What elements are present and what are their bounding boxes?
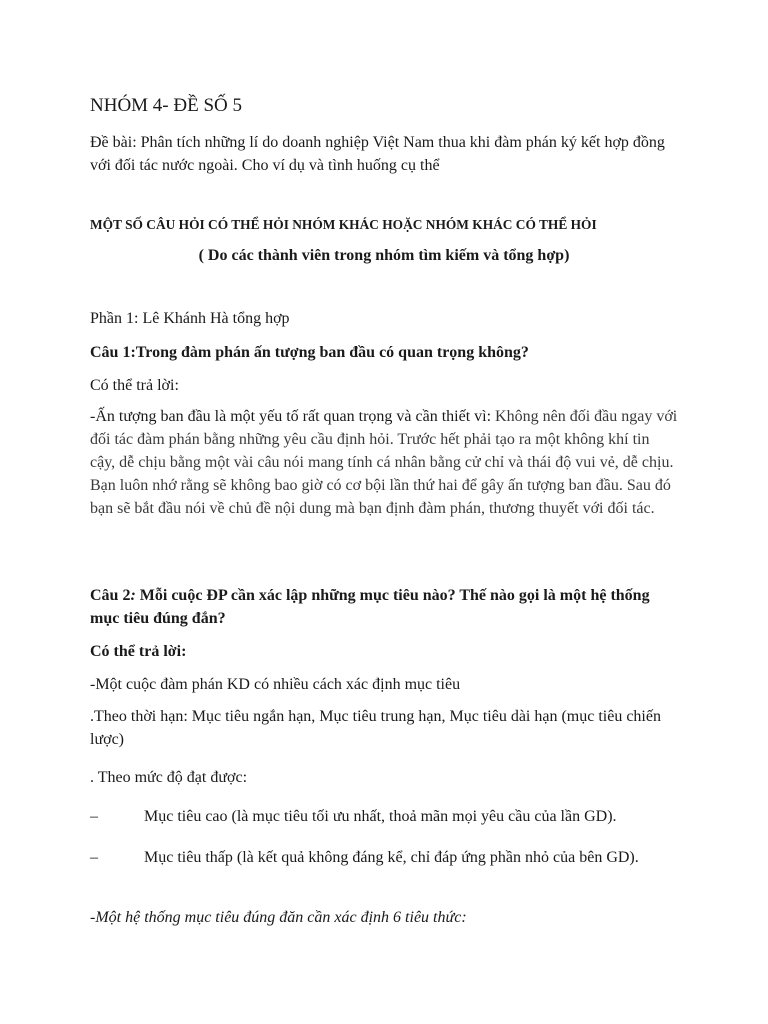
answer-label-2: Có thể trả lời:	[90, 643, 187, 660]
list-item-text: Mục tiêu cao (là mục tiêu tối ưu nhất, thoả mãn mọi yêu cầu của lần GD).	[144, 808, 617, 825]
answer-2-line-4: -Một hệ thống mục tiêu đúng đăn cần xác định 6 tiêu thức:	[90, 909, 467, 926]
question-2-text: Mỗi cuộc ĐP cần xác lập những mục tiêu nào? Thế nào gọi là một hệ thống mục tiêu đúng đắn?	[90, 587, 650, 627]
list-item	[90, 805, 678, 828]
section-heading: MỘT SỐ CÂU HỎI CÓ THỂ HỎI NHÓM KHÁC HOẶC NHÓM KHÁC CÓ THỂ HỎI	[90, 217, 597, 232]
dash-marker: –	[90, 849, 98, 866]
answer-label-1: Có thể trả lời:	[90, 377, 179, 394]
question-2	[90, 584, 678, 630]
answer-2-line-1: -Một cuộc đàm phán KD có nhiều cách xác định mục tiêu	[90, 676, 461, 693]
question-2-label: Câu 2	[90, 587, 131, 604]
answer-1-lead: -Ấn tượng ban đầu là một yếu tố rất quan trọng và cần thiết vì:	[90, 408, 496, 425]
answer-2-line-2: .Theo thời hạn: Mục tiêu ngắn hạn, Mục tiêu trung hạn, Mục tiêu dài hạn (mục tiêu chiến lược)	[90, 708, 661, 748]
list-item	[90, 846, 678, 869]
document-title: NHÓM 4- ĐỀ SỐ 5	[90, 95, 242, 116]
answer-2-line-3: . Theo mức độ đạt được:	[90, 769, 248, 786]
part-heading: Phần 1: Lê Khánh Hà tổng hợp	[90, 310, 290, 327]
question-2-colon: :	[130, 587, 136, 604]
list-item-text: Mục tiêu thấp (là kết quả không đáng kể, chỉ đáp ứng phần nhỏ của bên GD).	[144, 849, 639, 866]
answer-1-body: Không nên đối đầu ngay với đối tác đàm phán bằng những yêu cầu định hỏi. Trước hết phải tạo ra một không khí tin cậy, dễ chịu bằng một vài câu nói mang tính cá nhân bằng cử chỉ và thái độ vui vẻ, dễ chịu. Bạn luôn nhớ rằng sẽ không bao giờ có cơ bội lần thứ hai để gây ấn tượng ban đầu. Sau đó bạn sẽ bắt đầu nói về chủ đề nội dung mà bạn định đàm phán, thương thuyết với đối tác.	[90, 408, 678, 517]
assignment-topic: Đề bài: Phân tích những lí do doanh nghiệp Việt Nam thua khi đàm phán ký kết hợp đồng với đối tác nước ngoài. Cho ví dụ và tình huống cụ thể	[90, 134, 665, 174]
dash-marker: –	[90, 808, 98, 825]
answer-1	[90, 405, 678, 520]
section-note: ( Do các thành viên trong nhóm tìm kiếm và tổng hợp)	[198, 247, 570, 264]
question-1: Câu 1:Trong đàm phán ấn tượng ban đầu có quan trọng không?	[90, 344, 529, 361]
